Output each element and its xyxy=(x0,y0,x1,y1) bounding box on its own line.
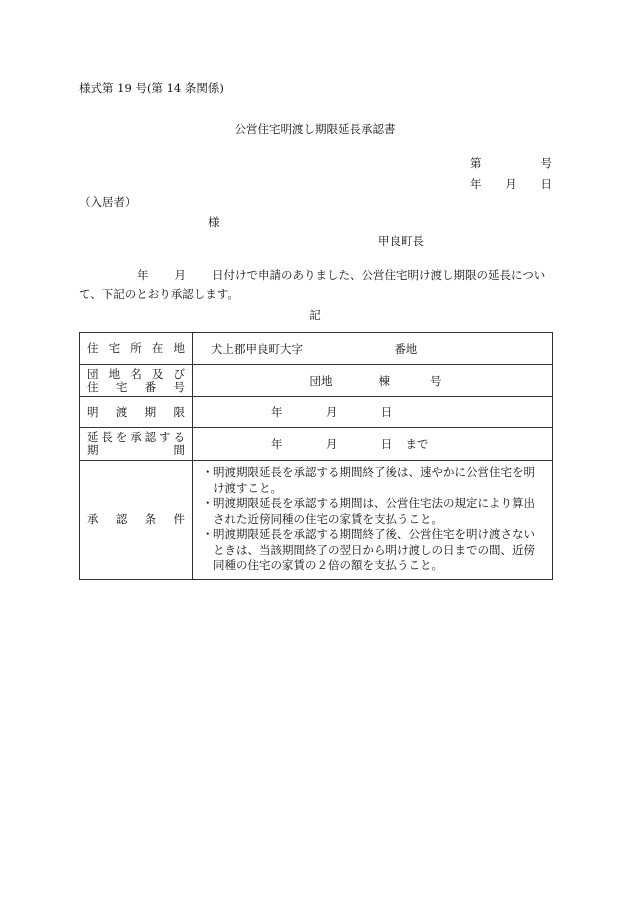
address-label xyxy=(87,341,185,356)
label-char: 渡 xyxy=(115,404,128,419)
label-char: 住 xyxy=(87,379,99,394)
vacate-label xyxy=(87,405,185,420)
bullet-icon: ・ xyxy=(202,496,214,510)
period-year: 年 xyxy=(271,437,283,451)
complex-danchi: 団地 xyxy=(309,373,333,388)
complex-tou: 棟 xyxy=(378,373,390,388)
vacate-label-cell xyxy=(80,397,193,428)
label-char: 条 xyxy=(144,512,157,527)
period-label-line1 xyxy=(87,431,185,444)
label-char: 号 xyxy=(173,379,185,394)
ki-heading: 記 xyxy=(309,308,321,322)
approval-table xyxy=(79,332,553,580)
complex-gou: 号 xyxy=(430,373,442,388)
body-month: 月 xyxy=(174,268,186,282)
label-char: 長 xyxy=(101,430,113,444)
doc-date-day: 日 xyxy=(540,177,552,191)
label-char: 宅 xyxy=(108,341,121,355)
body-line2: て、下記のとおり承認します。 xyxy=(79,287,239,301)
table-row-complex xyxy=(80,365,553,397)
label-char: 期 xyxy=(144,404,157,419)
label-char: 地 xyxy=(108,366,121,381)
body-year: 年 xyxy=(137,268,149,282)
label-char: 間 xyxy=(173,443,185,457)
label-char: を xyxy=(115,430,128,444)
label-char: 番 xyxy=(144,379,157,394)
address-banchi: 番地 xyxy=(394,341,418,356)
period-label-cell xyxy=(80,428,193,461)
address-value: 犬上郡甲良町大字 xyxy=(211,341,303,356)
doc-date-year: 年 xyxy=(470,177,482,191)
label-char: 団 xyxy=(87,366,99,381)
label-char: 認 xyxy=(115,512,128,527)
condition-text: 明渡期限延長を承認する期間は、公営住宅法の規定により算出された近傍同種の住宅の家賃を支払うこと。 xyxy=(213,496,535,526)
condition-text: 明渡期限延長を承認する期間終了後、公営住宅を明け渡さないときは、当該期間終了の翌日から明け渡しの日までの間、近傍同種の住宅の家賃の２倍の額を支払うこと。 xyxy=(213,527,535,572)
document-number xyxy=(470,155,552,171)
conditions-list xyxy=(193,461,553,580)
conditions-label-cell xyxy=(80,461,193,580)
label-char: 延 xyxy=(87,430,99,444)
document-title: 公営住宅明渡し期限延長承認書 xyxy=(234,122,396,136)
body-line1: 日付けで申請のありました、公営住宅明け渡し期限の延長につい xyxy=(212,268,546,282)
label-char: び xyxy=(173,366,185,381)
vacate-value-cell xyxy=(193,397,553,428)
recipient-label: （入居者） xyxy=(79,195,137,209)
label-char: 名 xyxy=(130,366,142,381)
table-row-conditions xyxy=(80,461,553,580)
condition-item xyxy=(202,465,546,496)
label-char: 及 xyxy=(151,366,164,381)
table-row-period xyxy=(80,428,553,461)
honorific: 様 xyxy=(208,215,220,229)
vacate-year: 年 xyxy=(271,405,283,419)
address-value-cell xyxy=(193,333,553,365)
complex-value-cell xyxy=(193,365,553,397)
vacate-day: 日 xyxy=(380,405,393,419)
conditions-label xyxy=(87,512,185,527)
doc-number-suffix: 号 xyxy=(540,156,552,170)
condition-text: 明渡期限延長を承認する期間終了後は、速やかに公営住宅を明け渡すこと。 xyxy=(213,465,535,495)
address-label-cell xyxy=(80,333,193,365)
complex-label-line2 xyxy=(87,381,185,394)
label-char: 在 xyxy=(151,341,164,355)
label-char: す xyxy=(159,430,171,444)
label-char: 地 xyxy=(173,341,185,355)
body-text xyxy=(79,266,553,304)
vacate-month: 月 xyxy=(325,405,338,419)
period-day: 日 xyxy=(380,437,393,451)
period-month: 月 xyxy=(325,437,338,451)
label-char: 住 xyxy=(87,341,99,355)
period-value-cell xyxy=(193,428,553,461)
label-char: る xyxy=(173,430,185,444)
form-number: 様式第 19 号(第 14 条関係) xyxy=(79,81,224,95)
label-char: 承 xyxy=(87,512,99,527)
label-char: 宅 xyxy=(115,379,128,394)
bullet-icon: ・ xyxy=(202,465,214,479)
condition-item xyxy=(202,496,546,527)
issuer: 甲良町長 xyxy=(378,234,424,248)
label-char: 限 xyxy=(173,404,185,419)
doc-date-month: 月 xyxy=(505,177,517,191)
label-char: 認 xyxy=(144,430,157,444)
label-char: 承 xyxy=(130,430,142,444)
period-label-line2 xyxy=(87,444,185,457)
label-char: 件 xyxy=(173,512,185,527)
doc-number-prefix: 第 xyxy=(470,156,482,170)
document-date xyxy=(470,176,552,192)
condition-item xyxy=(202,527,546,574)
label-char: 所 xyxy=(130,341,142,355)
table-row-address xyxy=(80,333,553,365)
label-char: 明 xyxy=(87,404,99,419)
label-char: 期 xyxy=(87,443,99,457)
period-until: まで xyxy=(405,437,429,451)
table-row-vacate xyxy=(80,397,553,428)
complex-label-line1 xyxy=(87,368,185,381)
complex-label-cell xyxy=(80,365,193,397)
bullet-icon: ・ xyxy=(202,527,214,541)
